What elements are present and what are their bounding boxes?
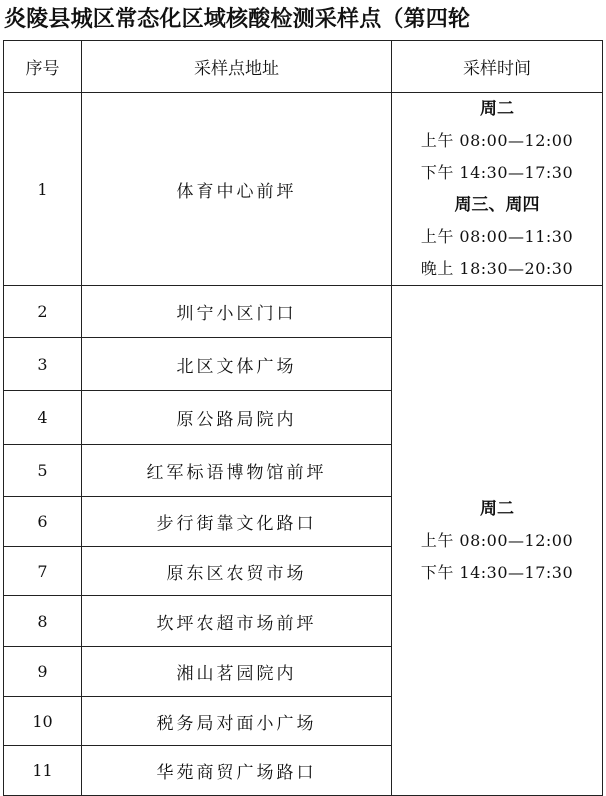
row-index: 11 — [4, 746, 82, 796]
row-schedule — [392, 93, 603, 286]
row-address: 原公路局院内 — [82, 391, 392, 445]
row-schedule-shared — [392, 286, 603, 796]
row-index: 5 — [4, 445, 82, 497]
row-index: 6 — [4, 497, 82, 547]
table-row — [4, 93, 603, 286]
sampling-sites-table — [3, 40, 603, 796]
row-address: 北区文体广场 — [82, 338, 392, 391]
header-index: 序号 — [4, 41, 82, 93]
row-address: 体育中心前坪 — [82, 93, 392, 286]
row-index: 10 — [4, 697, 82, 746]
header-time: 采样时间 — [392, 41, 603, 93]
row-index: 9 — [4, 647, 82, 697]
row-address: 圳宁小区门口 — [82, 286, 392, 338]
table-row — [4, 286, 603, 338]
schedule-day: 周二 — [480, 498, 514, 519]
schedule-slot: 上午 08:00—11:30 — [420, 227, 574, 246]
row-address: 华苑商贸广场路口 — [82, 746, 392, 796]
table-header-row — [4, 41, 603, 93]
row-index: 7 — [4, 547, 82, 596]
schedule-slot: 晚上 18:30—20:30 — [420, 259, 574, 278]
schedule-slot: 上午 08:00—12:00 — [420, 131, 574, 150]
row-address: 步行街靠文化路口 — [82, 497, 392, 547]
row-address: 湘山茗园院内 — [82, 647, 392, 697]
page-title: 炎陵县城区常态化区域核酸检测采样点（第四轮 — [4, 7, 471, 32]
row-address: 原东区农贸市场 — [82, 547, 392, 596]
schedule-slot: 上午 08:00—12:00 — [420, 530, 574, 550]
row-index: 8 — [4, 596, 82, 647]
row-index: 3 — [4, 338, 82, 391]
row-address: 税务局对面小广场 — [82, 697, 392, 746]
schedule-slot: 下午 14:30—17:30 — [420, 562, 574, 582]
schedule-slot: 下午 14:30—17:30 — [420, 163, 574, 182]
row-address: 坎坪农超市场前坪 — [82, 596, 392, 647]
row-index: 2 — [4, 286, 82, 338]
row-index: 4 — [4, 391, 82, 445]
row-address: 红军标语博物馆前坪 — [82, 445, 392, 497]
header-address: 采样点地址 — [82, 41, 392, 93]
schedule-day: 周二 — [480, 99, 514, 119]
schedule-day: 周三、周四 — [454, 195, 540, 215]
row-index: 1 — [4, 93, 82, 286]
